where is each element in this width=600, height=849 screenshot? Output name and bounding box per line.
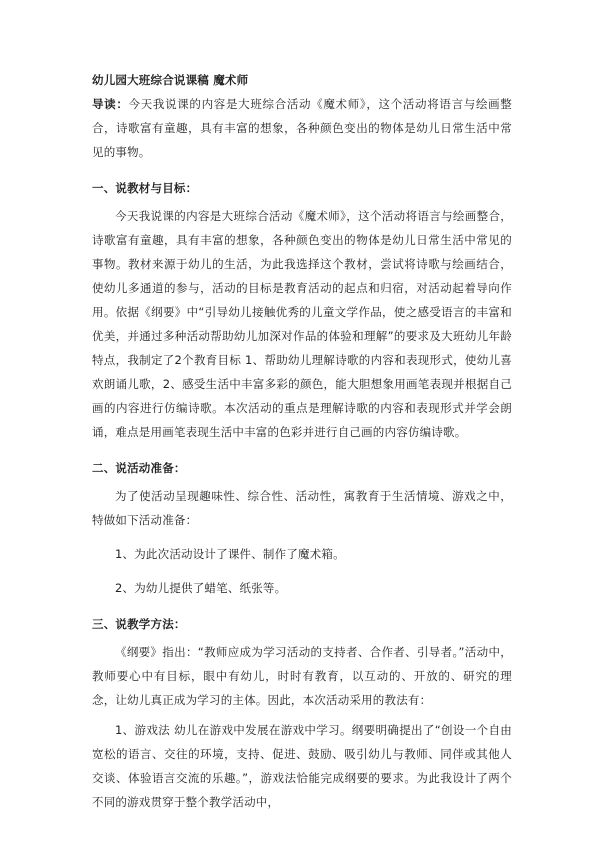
list-item: 1、为此次活动设计了课件、制作了魔术箱。 — [115, 547, 345, 561]
section-paragraph: 为了使活动呈现趣味性、综合性、活动性，寓教育于生活情境、游戏之中，特做如下活动准备： — [92, 489, 512, 527]
section-paragraph: 《纲要》指出：“教师应成为学习活动的支持者、合作者、引导者。”活动中，教师要心中有目标，眼中有幼儿，时时有教育，以互动的、开放的、研究的理念，让幼儿真正成为学习的主体。因此，本次活动采用的教法有： — [92, 645, 512, 707]
document-body — [92, 68, 512, 814]
section-paragraph: 1、游戏法 幼儿在游戏中发展在游戏中学习。纲要明确提出了“创设一个自由宽松的语言、交往的环境，支持、促进、鼓励、吸引幼儿与教师、同伴或其他人交谈、体验语言交流的乐趣。”，游戏法恰能完成纲要的要求。为此我设计了两个不同的游戏贯穿于整个教学活动中， — [92, 723, 512, 809]
document-title: 幼儿园大班综合说课稿 魔术师 — [92, 73, 249, 87]
intro-text: 今天我说课的内容是大班综合活动《魔术师》，这个活动将语言与绘画整合，诗歌富有童趣，具有丰富的想象，各种颜色变出的物体是幼儿日常生活中常见的事物。 — [92, 97, 512, 159]
section-paragraph: 今天我说课的内容是大班综合活动《魔术师》，这个活动将语言与绘画整合，诗歌富有童趣，具有丰富的想象，各种颜色变出的物体是幼儿日常生活中常见的事物。教材来源于幼儿的生活，为此我选择这个教材，尝试将诗歌与绘画结合，使幼儿多通道的参与，活动的目标是教育活动的起点和归宿，对活动起着导向作用。依据《纲要》中“引导幼儿接触优秀的儿童文学作品，使之感受语言的丰富和优美，并通过多种活动帮助幼儿加深对作品的体验和理解”的要求及大班幼儿年龄特点，我制定了2个教育目标 1、帮助幼儿理解诗歌的内容和表现形式，使幼儿喜欢朗诵儿歌，2、感受生活中丰富多彩的颜色，能大胆想象用画笔表现并根据自己画的内容进行仿编诗歌。本次活动的重点是理解诗歌的内容和表现形式并学会朗诵，难点是用画笔表现生活中丰富的色彩并进行自己画的内容仿编诗歌。 — [92, 209, 512, 439]
intro-paragraph — [92, 92, 512, 164]
section-heading-materials: 一、说教材与目标： — [92, 181, 198, 195]
section-heading-methods: 三、说教学方法： — [92, 617, 186, 631]
list-item: 2、为幼儿提供了蜡笔、纸张等。 — [115, 581, 287, 595]
section-heading-preparation: 二、说活动准备： — [92, 461, 186, 475]
intro-label: 导读： — [92, 97, 129, 111]
